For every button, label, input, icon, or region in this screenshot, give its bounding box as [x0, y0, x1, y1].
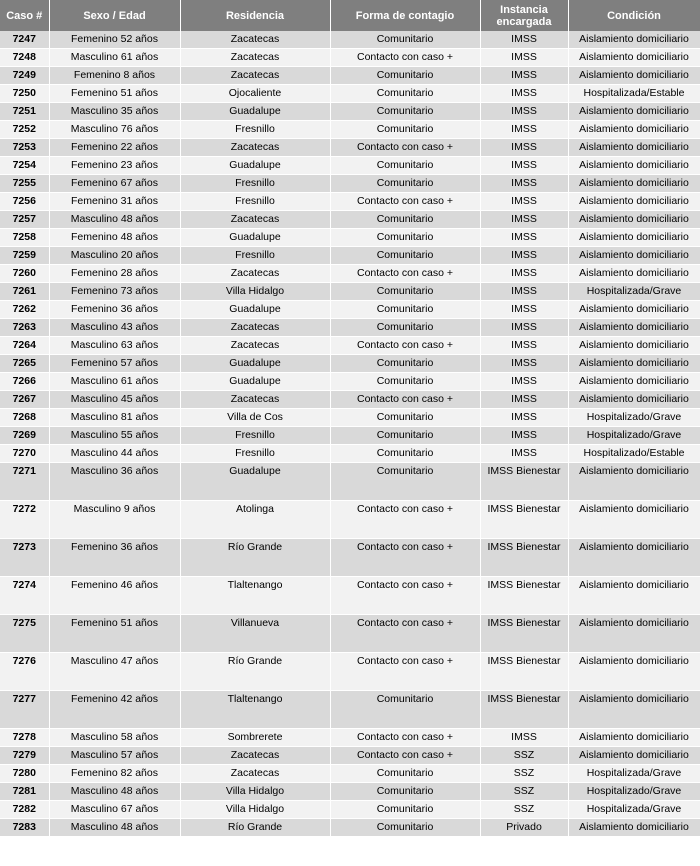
table-row [0, 247, 700, 265]
cell-caso: 7262 [0, 301, 49, 319]
cell-caso: 7257 [0, 211, 49, 229]
table-row [0, 103, 700, 121]
cell-caso: 7250 [0, 85, 49, 103]
cell-instancia: SSZ [480, 783, 568, 801]
cell-condicion: Aislamiento domiciliario [568, 577, 700, 615]
cell-forma-contagio: Comunitario [330, 801, 480, 819]
header-instancia: Instancia encargada [480, 0, 568, 31]
cell-caso: 7247 [0, 31, 49, 49]
cell-forma-contagio: Comunitario [330, 31, 480, 49]
cell-residencia: Guadalupe [180, 373, 330, 391]
cell-residencia: Guadalupe [180, 355, 330, 373]
cell-sexo-edad: Femenino 36 años [49, 301, 180, 319]
cell-condicion: Aislamiento domiciliario [568, 373, 700, 391]
cell-condicion: Hospitalizada/Grave [568, 283, 700, 301]
cell-residencia: Villa Hidalgo [180, 283, 330, 301]
cell-sexo-edad: Masculino 47 años [49, 653, 180, 691]
cell-condicion: Aislamiento domiciliario [568, 193, 700, 211]
cell-caso: 7283 [0, 819, 49, 837]
cell-instancia: IMSS [480, 139, 568, 157]
cell-sexo-edad: Masculino 45 años [49, 391, 180, 409]
cell-caso: 7270 [0, 445, 49, 463]
cell-sexo-edad: Masculino 58 años [49, 729, 180, 747]
cell-condicion: Aislamiento domiciliario [568, 463, 700, 501]
cell-caso: 7266 [0, 373, 49, 391]
cell-sexo-edad: Masculino 35 años [49, 103, 180, 121]
cell-residencia: Guadalupe [180, 103, 330, 121]
cell-forma-contagio: Contacto con caso + [330, 139, 480, 157]
cell-forma-contagio: Contacto con caso + [330, 539, 480, 577]
cell-sexo-edad: Femenino 22 años [49, 139, 180, 157]
cell-condicion: Aislamiento domiciliario [568, 539, 700, 577]
cell-condicion: Hospitalizada/Grave [568, 765, 700, 783]
cell-forma-contagio: Comunitario [330, 783, 480, 801]
cell-residencia: Zacatecas [180, 765, 330, 783]
cell-condicion: Hospitalizada/Estable [568, 85, 700, 103]
cell-instancia: IMSS [480, 229, 568, 247]
table-row [0, 577, 700, 615]
cell-residencia: Villa Hidalgo [180, 801, 330, 819]
cell-forma-contagio: Comunitario [330, 409, 480, 427]
cell-instancia: IMSS [480, 175, 568, 193]
table-row [0, 175, 700, 193]
cell-caso: 7281 [0, 783, 49, 801]
cell-residencia: Zacatecas [180, 49, 330, 67]
cell-residencia: Fresnillo [180, 445, 330, 463]
cell-condicion: Aislamiento domiciliario [568, 355, 700, 373]
cell-condicion: Aislamiento domiciliario [568, 615, 700, 653]
table-row [0, 67, 700, 85]
table-row [0, 121, 700, 139]
table-row [0, 409, 700, 427]
cell-caso: 7252 [0, 121, 49, 139]
table-row [0, 391, 700, 409]
cell-caso: 7272 [0, 501, 49, 539]
cell-forma-contagio: Comunitario [330, 373, 480, 391]
cell-sexo-edad: Femenino 36 años [49, 539, 180, 577]
cell-instancia: SSZ [480, 801, 568, 819]
cell-instancia: IMSS [480, 247, 568, 265]
cell-instancia: IMSS [480, 319, 568, 337]
cell-residencia: Guadalupe [180, 157, 330, 175]
table-row [0, 783, 700, 801]
cell-sexo-edad: Femenino 8 años [49, 67, 180, 85]
cell-residencia: Tlaltenango [180, 691, 330, 729]
cell-sexo-edad: Masculino 48 años [49, 211, 180, 229]
table-row [0, 265, 700, 283]
cell-forma-contagio: Contacto con caso + [330, 391, 480, 409]
cell-caso: 7277 [0, 691, 49, 729]
cell-sexo-edad: Masculino 36 años [49, 463, 180, 501]
cell-residencia: Zacatecas [180, 319, 330, 337]
table-row [0, 691, 700, 729]
cell-condicion: Aislamiento domiciliario [568, 121, 700, 139]
cell-sexo-edad: Masculino 9 años [49, 501, 180, 539]
cell-instancia: IMSS [480, 391, 568, 409]
cell-caso: 7273 [0, 539, 49, 577]
cell-residencia: Tlaltenango [180, 577, 330, 615]
cell-caso: 7264 [0, 337, 49, 355]
table-row [0, 301, 700, 319]
cell-residencia: Fresnillo [180, 247, 330, 265]
cell-forma-contagio: Contacto con caso + [330, 653, 480, 691]
cell-forma-contagio: Contacto con caso + [330, 501, 480, 539]
cell-caso: 7248 [0, 49, 49, 67]
cell-residencia: Sombrerete [180, 729, 330, 747]
table-row [0, 283, 700, 301]
cell-condicion: Aislamiento domiciliario [568, 391, 700, 409]
table-body [0, 31, 700, 837]
cell-condicion: Aislamiento domiciliario [568, 653, 700, 691]
cell-forma-contagio: Contacto con caso + [330, 49, 480, 67]
cell-condicion: Hospitalizada/Grave [568, 801, 700, 819]
cell-instancia: IMSS [480, 337, 568, 355]
cell-residencia: Villa de Cos [180, 409, 330, 427]
cell-sexo-edad: Masculino 67 años [49, 801, 180, 819]
cell-forma-contagio: Comunitario [330, 691, 480, 729]
cell-instancia: IMSS Bienestar [480, 539, 568, 577]
cell-forma-contagio: Comunitario [330, 157, 480, 175]
header-forma-contagio: Forma de contagio [330, 0, 480, 31]
cell-sexo-edad: Femenino 51 años [49, 615, 180, 653]
table-row [0, 229, 700, 247]
cell-sexo-edad: Masculino 55 años [49, 427, 180, 445]
cell-caso: 7276 [0, 653, 49, 691]
cell-residencia: Río Grande [180, 653, 330, 691]
cell-forma-contagio: Comunitario [330, 103, 480, 121]
cell-sexo-edad: Femenino 46 años [49, 577, 180, 615]
cell-residencia: Atolinga [180, 501, 330, 539]
cell-residencia: Río Grande [180, 819, 330, 837]
table-row [0, 211, 700, 229]
cell-caso: 7259 [0, 247, 49, 265]
cell-caso: 7254 [0, 157, 49, 175]
cell-sexo-edad: Masculino 81 años [49, 409, 180, 427]
cell-forma-contagio: Comunitario [330, 819, 480, 837]
cell-caso: 7275 [0, 615, 49, 653]
table-row [0, 85, 700, 103]
cell-condicion: Aislamiento domiciliario [568, 175, 700, 193]
cell-residencia: Zacatecas [180, 31, 330, 49]
table-row [0, 729, 700, 747]
cell-condicion: Aislamiento domiciliario [568, 247, 700, 265]
cell-caso: 7271 [0, 463, 49, 501]
cell-condicion: Aislamiento domiciliario [568, 747, 700, 765]
cell-instancia: IMSS [480, 409, 568, 427]
cell-forma-contagio: Contacto con caso + [330, 265, 480, 283]
cell-forma-contagio: Contacto con caso + [330, 615, 480, 653]
header-residencia: Residencia [180, 0, 330, 31]
cell-residencia: Zacatecas [180, 265, 330, 283]
cell-sexo-edad: Femenino 82 años [49, 765, 180, 783]
cell-residencia: Fresnillo [180, 175, 330, 193]
cell-forma-contagio: Comunitario [330, 175, 480, 193]
cell-forma-contagio: Comunitario [330, 85, 480, 103]
table-row [0, 445, 700, 463]
cell-forma-contagio: Comunitario [330, 247, 480, 265]
table-row [0, 765, 700, 783]
table-row [0, 157, 700, 175]
cell-sexo-edad: Masculino 76 años [49, 121, 180, 139]
cell-residencia: Zacatecas [180, 391, 330, 409]
cell-residencia: Fresnillo [180, 121, 330, 139]
cell-instancia: IMSS Bienestar [480, 501, 568, 539]
cell-sexo-edad: Masculino 48 años [49, 819, 180, 837]
cell-residencia: Fresnillo [180, 427, 330, 445]
cell-condicion: Aislamiento domiciliario [568, 265, 700, 283]
cell-instancia: IMSS Bienestar [480, 615, 568, 653]
cell-caso: 7280 [0, 765, 49, 783]
cell-sexo-edad: Femenino 31 años [49, 193, 180, 211]
cell-forma-contagio: Comunitario [330, 319, 480, 337]
header-sexo-edad: Sexo / Edad [49, 0, 180, 31]
cell-forma-contagio: Comunitario [330, 765, 480, 783]
table-header-row [0, 0, 700, 31]
cell-residencia: Guadalupe [180, 229, 330, 247]
table-row [0, 373, 700, 391]
cell-sexo-edad: Masculino 43 años [49, 319, 180, 337]
cell-residencia: Ojocaliente [180, 85, 330, 103]
cell-condicion: Aislamiento domiciliario [568, 67, 700, 85]
cell-caso: 7255 [0, 175, 49, 193]
cell-instancia: IMSS [480, 729, 568, 747]
cell-caso: 7253 [0, 139, 49, 157]
table-row [0, 653, 700, 691]
cell-residencia: Villanueva [180, 615, 330, 653]
cell-condicion: Aislamiento domiciliario [568, 337, 700, 355]
table-row [0, 319, 700, 337]
cell-instancia: IMSS [480, 85, 568, 103]
cell-condicion: Hospitalizado/Grave [568, 427, 700, 445]
cell-sexo-edad: Masculino 61 años [49, 373, 180, 391]
cell-sexo-edad: Masculino 57 años [49, 747, 180, 765]
cell-forma-contagio: Comunitario [330, 211, 480, 229]
table-row [0, 463, 700, 501]
cell-condicion: Aislamiento domiciliario [568, 729, 700, 747]
cell-sexo-edad: Masculino 48 años [49, 783, 180, 801]
cell-sexo-edad: Femenino 67 años [49, 175, 180, 193]
cell-residencia: Villa Hidalgo [180, 783, 330, 801]
cell-forma-contagio: Comunitario [330, 121, 480, 139]
cell-instancia: IMSS [480, 67, 568, 85]
cell-caso: 7260 [0, 265, 49, 283]
cell-instancia: SSZ [480, 765, 568, 783]
table-row [0, 539, 700, 577]
cell-instancia: IMSS [480, 283, 568, 301]
cell-instancia: IMSS [480, 31, 568, 49]
cell-instancia: IMSS [480, 265, 568, 283]
cell-residencia: Río Grande [180, 539, 330, 577]
cell-condicion: Aislamiento domiciliario [568, 49, 700, 67]
cell-sexo-edad: Femenino 57 años [49, 355, 180, 373]
cell-sexo-edad: Femenino 51 años [49, 85, 180, 103]
cell-sexo-edad: Masculino 61 años [49, 49, 180, 67]
cell-condicion: Hospitalizado/Grave [568, 409, 700, 427]
cell-caso: 7258 [0, 229, 49, 247]
cell-sexo-edad: Masculino 44 años [49, 445, 180, 463]
cell-condicion: Aislamiento domiciliario [568, 819, 700, 837]
table-row [0, 193, 700, 211]
cell-caso: 7263 [0, 319, 49, 337]
cell-sexo-edad: Femenino 52 años [49, 31, 180, 49]
table-row [0, 427, 700, 445]
cell-condicion: Aislamiento domiciliario [568, 31, 700, 49]
cell-condicion: Aislamiento domiciliario [568, 211, 700, 229]
cell-instancia: SSZ [480, 747, 568, 765]
cell-condicion: Aislamiento domiciliario [568, 319, 700, 337]
cell-condicion: Aislamiento domiciliario [568, 301, 700, 319]
cell-residencia: Zacatecas [180, 211, 330, 229]
cell-instancia: IMSS [480, 121, 568, 139]
cell-instancia: IMSS [480, 49, 568, 67]
cell-forma-contagio: Comunitario [330, 301, 480, 319]
cell-condicion: Aislamiento domiciliario [568, 501, 700, 539]
cell-instancia: IMSS [480, 103, 568, 121]
cell-residencia: Zacatecas [180, 747, 330, 765]
cell-forma-contagio: Contacto con caso + [330, 747, 480, 765]
cell-sexo-edad: Femenino 28 años [49, 265, 180, 283]
cell-instancia: IMSS [480, 427, 568, 445]
cell-condicion: Aislamiento domiciliario [568, 139, 700, 157]
cell-condicion: Hospitalizado/Estable [568, 445, 700, 463]
cell-residencia: Zacatecas [180, 337, 330, 355]
cell-sexo-edad: Femenino 73 años [49, 283, 180, 301]
table-row [0, 337, 700, 355]
cell-forma-contagio: Comunitario [330, 229, 480, 247]
table-row [0, 49, 700, 67]
cell-caso: 7256 [0, 193, 49, 211]
cell-caso: 7269 [0, 427, 49, 445]
cell-caso: 7251 [0, 103, 49, 121]
cell-condicion: Aislamiento domiciliario [568, 103, 700, 121]
cell-caso: 7278 [0, 729, 49, 747]
cell-instancia: IMSS Bienestar [480, 463, 568, 501]
cell-caso: 7279 [0, 747, 49, 765]
cell-forma-contagio: Comunitario [330, 67, 480, 85]
table-row [0, 615, 700, 653]
table-row [0, 801, 700, 819]
cell-sexo-edad: Masculino 20 años [49, 247, 180, 265]
cell-forma-contagio: Comunitario [330, 283, 480, 301]
table-row [0, 139, 700, 157]
cell-residencia: Fresnillo [180, 193, 330, 211]
cell-forma-contagio: Comunitario [330, 355, 480, 373]
cell-instancia: Privado [480, 819, 568, 837]
cell-residencia: Zacatecas [180, 67, 330, 85]
cell-forma-contagio: Contacto con caso + [330, 729, 480, 747]
cell-forma-contagio: Contacto con caso + [330, 577, 480, 615]
table-row [0, 31, 700, 49]
cell-instancia: IMSS [480, 157, 568, 175]
header-condicion: Condición [568, 0, 700, 31]
cell-sexo-edad: Masculino 63 años [49, 337, 180, 355]
table-row [0, 501, 700, 539]
cell-residencia: Guadalupe [180, 301, 330, 319]
cell-caso: 7249 [0, 67, 49, 85]
cell-caso: 7268 [0, 409, 49, 427]
cell-instancia: IMSS [480, 301, 568, 319]
cell-condicion: Aislamiento domiciliario [568, 229, 700, 247]
cell-forma-contagio: Comunitario [330, 427, 480, 445]
cell-caso: 7261 [0, 283, 49, 301]
cell-instancia: IMSS Bienestar [480, 577, 568, 615]
cell-forma-contagio: Comunitario [330, 445, 480, 463]
table-row [0, 819, 700, 837]
cell-sexo-edad: Femenino 23 años [49, 157, 180, 175]
cell-sexo-edad: Femenino 42 años [49, 691, 180, 729]
cell-forma-contagio: Comunitario [330, 463, 480, 501]
cell-caso: 7274 [0, 577, 49, 615]
cell-condicion: Hospitalizado/Grave [568, 783, 700, 801]
header-caso: Caso # [0, 0, 49, 31]
cell-residencia: Zacatecas [180, 139, 330, 157]
table-row [0, 355, 700, 373]
cell-condicion: Aislamiento domiciliario [568, 157, 700, 175]
cell-instancia: IMSS Bienestar [480, 691, 568, 729]
cell-instancia: IMSS Bienestar [480, 653, 568, 691]
cell-caso: 7265 [0, 355, 49, 373]
cell-forma-contagio: Contacto con caso + [330, 193, 480, 211]
table-row [0, 747, 700, 765]
cell-instancia: IMSS [480, 355, 568, 373]
cell-sexo-edad: Femenino 48 años [49, 229, 180, 247]
cell-residencia: Guadalupe [180, 463, 330, 501]
cell-forma-contagio: Contacto con caso + [330, 337, 480, 355]
cell-condicion: Aislamiento domiciliario [568, 691, 700, 729]
cell-instancia: IMSS [480, 373, 568, 391]
cell-instancia: IMSS [480, 193, 568, 211]
cell-caso: 7267 [0, 391, 49, 409]
cell-caso: 7282 [0, 801, 49, 819]
cell-instancia: IMSS [480, 211, 568, 229]
cell-instancia: IMSS [480, 445, 568, 463]
